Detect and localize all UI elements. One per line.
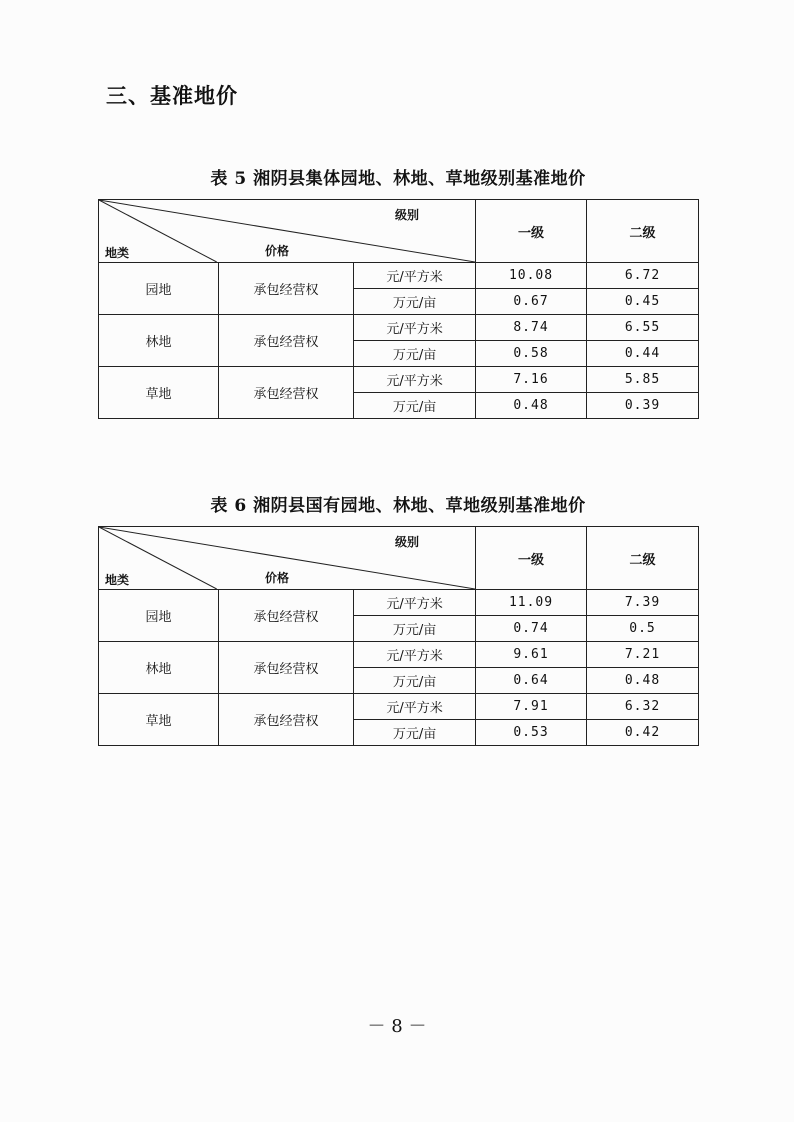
right-type-cell: 承包经营权 bbox=[219, 590, 354, 642]
value-grade-2: 0.45 bbox=[587, 289, 699, 315]
table-5-block bbox=[98, 164, 698, 419]
unit-cell: 万元/亩 bbox=[354, 289, 476, 315]
header-row bbox=[99, 200, 699, 263]
right-type-cell: 承包经营权 bbox=[219, 694, 354, 746]
value-grade-2: 0.48 bbox=[587, 668, 699, 694]
value-grade-2: 6.32 bbox=[587, 694, 699, 720]
unit-cell: 万元/亩 bbox=[354, 616, 476, 642]
value-grade-1: 9.61 bbox=[476, 642, 587, 668]
unit-cell: 元/平方米 bbox=[354, 590, 476, 616]
grade-header-1: 一级 bbox=[476, 200, 587, 263]
value-grade-2: 6.55 bbox=[587, 315, 699, 341]
price-label: 价格 bbox=[265, 244, 290, 258]
right-type-cell: 承包经营权 bbox=[219, 367, 354, 419]
value-grade-1: 0.48 bbox=[476, 393, 587, 419]
value-grade-1: 0.58 bbox=[476, 341, 587, 367]
right-type-cell: 承包经营权 bbox=[219, 263, 354, 315]
page-number: － 8 － bbox=[367, 1016, 427, 1037]
table-row bbox=[99, 263, 699, 289]
unit-cell: 元/平方米 bbox=[354, 367, 476, 393]
land-type-cell: 林地 bbox=[99, 642, 219, 694]
value-grade-2: 6.72 bbox=[587, 263, 699, 289]
table-title: 表 6 湘阴县国有园地、林地、草地级别基准地价 bbox=[210, 496, 586, 516]
grade-label: 级别 bbox=[395, 535, 420, 549]
value-grade-1: 0.67 bbox=[476, 289, 587, 315]
land-type-cell: 草地 bbox=[99, 694, 219, 746]
value-grade-2: 7.21 bbox=[587, 642, 699, 668]
diagonal-header-cell bbox=[99, 200, 476, 263]
table-row bbox=[99, 642, 699, 668]
value-grade-2: 0.42 bbox=[587, 720, 699, 746]
section-heading: 三、基准地价 bbox=[106, 84, 238, 108]
value-grade-1: 11.09 bbox=[476, 590, 587, 616]
table-6-block bbox=[98, 491, 698, 746]
land-type-cell: 园地 bbox=[99, 263, 219, 315]
table-title: 表 5 湘阴县集体园地、林地、草地级别基准地价 bbox=[210, 169, 586, 189]
unit-cell: 元/平方米 bbox=[354, 315, 476, 341]
value-grade-1: 8.74 bbox=[476, 315, 587, 341]
right-type-cell: 承包经营权 bbox=[219, 315, 354, 367]
value-grade-1: 10.08 bbox=[476, 263, 587, 289]
table-row bbox=[99, 694, 699, 720]
grade-header-2: 二级 bbox=[587, 200, 699, 263]
value-grade-2: 5.85 bbox=[587, 367, 699, 393]
landtype-label: 地类 bbox=[105, 573, 130, 587]
diagonal-header-cell bbox=[99, 527, 476, 590]
land-type-cell: 草地 bbox=[99, 367, 219, 419]
grade-label: 级别 bbox=[395, 208, 420, 222]
table-row bbox=[99, 315, 699, 341]
value-grade-2: 0.44 bbox=[587, 341, 699, 367]
price-label: 价格 bbox=[265, 571, 290, 585]
value-grade-1: 0.74 bbox=[476, 616, 587, 642]
unit-cell: 万元/亩 bbox=[354, 341, 476, 367]
grade-header-1: 一级 bbox=[476, 527, 587, 590]
value-grade-1: 0.53 bbox=[476, 720, 587, 746]
unit-cell: 万元/亩 bbox=[354, 393, 476, 419]
value-grade-2: 0.5 bbox=[587, 616, 699, 642]
header-row bbox=[99, 527, 699, 590]
value-grade-2: 7.39 bbox=[587, 590, 699, 616]
value-grade-1: 7.16 bbox=[476, 367, 587, 393]
right-type-cell: 承包经营权 bbox=[219, 642, 354, 694]
land-type-cell: 林地 bbox=[99, 315, 219, 367]
table-row bbox=[99, 590, 699, 616]
unit-cell: 元/平方米 bbox=[354, 694, 476, 720]
value-grade-1: 7.91 bbox=[476, 694, 587, 720]
unit-cell: 万元/亩 bbox=[354, 720, 476, 746]
grade-header-2: 二级 bbox=[587, 527, 699, 590]
price-table bbox=[98, 199, 699, 419]
unit-cell: 元/平方米 bbox=[354, 642, 476, 668]
unit-cell: 元/平方米 bbox=[354, 263, 476, 289]
value-grade-2: 0.39 bbox=[587, 393, 699, 419]
price-table bbox=[98, 526, 699, 746]
unit-cell: 万元/亩 bbox=[354, 668, 476, 694]
landtype-label: 地类 bbox=[105, 246, 130, 260]
value-grade-1: 0.64 bbox=[476, 668, 587, 694]
land-type-cell: 园地 bbox=[99, 590, 219, 642]
table-row bbox=[99, 367, 699, 393]
